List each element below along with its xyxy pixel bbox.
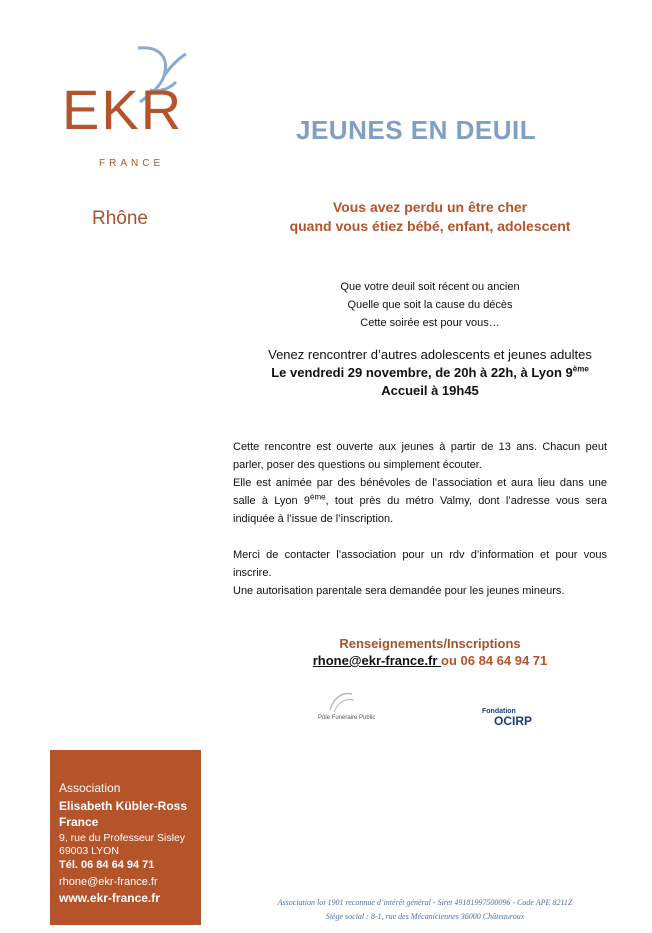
contact-email-link[interactable]: rhone@ekr-france.fr xyxy=(312,653,442,668)
partner-logo-pole-funeraire xyxy=(318,690,388,730)
contact-heading: Renseignements/Inscriptions xyxy=(339,636,521,651)
assoc-email[interactable]: rhone@ekr-france.fr xyxy=(59,876,158,888)
invite-line-1: Venez rencontrer d’autres adolescents et jeunes adultes xyxy=(268,347,592,362)
body-p2-sup: ème xyxy=(310,492,326,502)
partner-emblem-icon xyxy=(326,690,356,714)
invite-date-text: Le vendredi 29 novembre, de 20h à 22h, à Lyon 9 xyxy=(271,365,573,380)
intro-lines xyxy=(210,278,650,332)
intro-line: Cette soirée est pour vous… xyxy=(360,317,500,329)
assoc-country: France xyxy=(59,815,99,829)
body-paragraph-4: Une autorisation parentale sera demandée pour les jeunes mineurs. xyxy=(233,585,565,597)
body-text xyxy=(233,438,607,600)
contact-line xyxy=(210,653,650,668)
subtitle-line-2: quand vous étiez bébé, enfant, adolescent xyxy=(289,218,571,234)
region-label: Rhône xyxy=(92,208,148,229)
assoc-city: 69003 LYON xyxy=(59,845,119,857)
partner-logo-ocirp xyxy=(482,708,542,738)
contact-phone: ou 06 84 64 94 71 xyxy=(441,653,548,668)
intro-line: Quelle que soit la cause du décès xyxy=(347,299,513,311)
assoc-website[interactable]: www.ekr-france.fr xyxy=(59,891,160,905)
assoc-street: 9, rue du Professeur Sisley xyxy=(59,832,186,844)
subtitle-line-1: Vous avez perdu un être cher xyxy=(332,199,528,215)
partner-2-line-2: OCIRP xyxy=(494,714,533,728)
footer xyxy=(205,896,645,924)
body-paragraph-2 xyxy=(233,474,607,528)
footer-line-2: Siège social : 8-1, rue des Mécaniciennes 36000 Châteauroux xyxy=(325,912,525,921)
invite-date xyxy=(210,364,650,382)
logo-text: EKR xyxy=(62,78,184,141)
body-p2-end: , tout près du métro Valmy, dont l’adresse vous sera indiquée à l’issue de l’inscription. xyxy=(233,495,607,525)
assoc-line: Association xyxy=(59,781,121,795)
page-title: JEUNES EN DEUIL xyxy=(296,115,537,145)
logo-country: FRANCE xyxy=(99,158,165,169)
assoc-name: Elisabeth Kübler-Ross xyxy=(59,799,188,813)
invitation xyxy=(210,346,650,400)
invite-welcome: Accueil à 19h45 xyxy=(381,383,479,398)
partner-2-line-1: Fondation xyxy=(482,708,516,715)
subtitle xyxy=(210,198,650,236)
intro-line: Que votre deuil soit récent ou ancien xyxy=(340,281,520,293)
ekr-logo xyxy=(62,46,202,176)
invite-date-sup: ème xyxy=(572,364,589,374)
footer-line-1: Association loi 1901 reconnue d’intérêt général - Siret 49181997500096 - Code APE 8211Z xyxy=(277,898,573,907)
body-paragraph-3: Merci de contacter l’association pour un rdv d’information et pour vous inscrire. xyxy=(233,549,607,579)
association-box xyxy=(50,750,201,925)
body-p2-start: Elle est animée par des bénévoles de l’association et aura lieu dans une salle à Lyon 9 xyxy=(233,477,607,507)
partner-1-label: Pôle Funéraire Public xyxy=(318,715,376,721)
body-paragraph-1: Cette rencontre est ouverte aux jeunes à partir de 13 ans. Chacun peut parler, poser des questions ou simplement écouter. xyxy=(233,441,607,471)
assoc-phone: Tél. 06 84 64 94 71 xyxy=(59,859,155,871)
